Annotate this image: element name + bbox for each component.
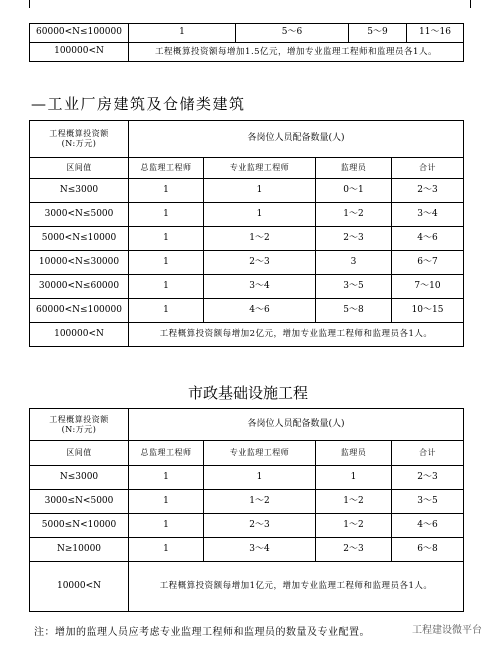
range-cell: 3000<N≤5000 xyxy=(30,203,129,227)
table-row xyxy=(30,275,464,299)
supervisor-cell: 2～3 xyxy=(316,538,392,562)
chief-cell: 1 xyxy=(129,251,204,275)
range-cell: 60000<N≤100000 xyxy=(30,24,129,43)
investment-header: 工程概算投资额 (N:万元) xyxy=(30,409,129,441)
header-row xyxy=(30,409,464,441)
range-header: 区间值 xyxy=(30,441,129,466)
chief-cell: 1 xyxy=(129,24,236,43)
total-cell: 7～10 xyxy=(392,275,464,299)
footer-note: 注：增加的监理人员应考虑专业监理工程师和监理员的数量及专业配置。 xyxy=(34,627,370,638)
table-row xyxy=(30,227,464,251)
range-cell: N≤3000 xyxy=(30,179,129,203)
range-cell: 100000<N xyxy=(30,43,129,62)
table-municipal xyxy=(29,408,464,612)
specialist-cell: 5～6 xyxy=(236,24,349,43)
page-corner-mark-right xyxy=(462,0,471,8)
watermark: 工程建设微平台 xyxy=(412,625,482,636)
supervisor-cell: 1～2 xyxy=(316,203,392,227)
specialist-cell: 2～3 xyxy=(204,514,316,538)
total-cell: 3～4 xyxy=(392,203,464,227)
table-row xyxy=(30,24,464,43)
range-cell: 10000<N xyxy=(30,562,129,612)
range-cell: 10000<N≤30000 xyxy=(30,251,129,275)
subheader-row xyxy=(30,441,464,466)
specialist-header: 专业监理工程师 xyxy=(204,441,316,466)
total-cell: 11～16 xyxy=(407,24,464,43)
chief-cell: 1 xyxy=(129,203,204,227)
table-row xyxy=(30,251,464,275)
supervisor-cell: 0～1 xyxy=(316,179,392,203)
subheader-row xyxy=(30,158,464,179)
table-row xyxy=(30,562,464,612)
table-row xyxy=(30,466,464,490)
note-cell: 工程概算投资额每增加1.5亿元，增加专业监理工程师和监理员各1人。 xyxy=(129,43,464,62)
chief-cell: 1 xyxy=(129,514,204,538)
chief-cell: 1 xyxy=(129,227,204,251)
total-cell: 4～6 xyxy=(392,227,464,251)
range-cell: 5000≤N<10000 xyxy=(30,514,129,538)
total-header: 合计 xyxy=(392,158,464,179)
table-industrial xyxy=(29,120,464,347)
range-cell: N≤3000 xyxy=(30,466,129,490)
table-row xyxy=(30,43,464,62)
specialist-cell: 1 xyxy=(204,203,316,227)
supervisor-cell: 3 xyxy=(316,251,392,275)
section-title-municipal: 市政基础设施工程 xyxy=(187,384,308,402)
total-cell: 4～6 xyxy=(392,514,464,538)
table-row xyxy=(30,538,464,562)
supervisor-cell: 1～2 xyxy=(316,490,392,514)
specialist-cell: 1 xyxy=(204,466,316,490)
chief-cell: 1 xyxy=(129,299,204,323)
supervisor-cell: 1 xyxy=(316,466,392,490)
chief-cell: 1 xyxy=(129,179,204,203)
range-cell: 30000<N≤60000 xyxy=(30,275,129,299)
total-cell: 2～3 xyxy=(392,466,464,490)
table-row xyxy=(30,299,464,323)
header-row xyxy=(30,121,464,158)
range-cell: 60000<N≤100000 xyxy=(30,299,129,323)
specialist-cell: 2～3 xyxy=(204,251,316,275)
note-cell: 工程概算投资额每增加2亿元，增加专业监理工程师和监理员各1人。 xyxy=(129,323,464,347)
total-cell: 3～5 xyxy=(392,490,464,514)
specialist-cell: 1 xyxy=(204,179,316,203)
supervisor-cell: 3～5 xyxy=(316,275,392,299)
specialist-header: 专业监理工程师 xyxy=(204,158,316,179)
table-row xyxy=(30,323,464,347)
specialist-cell: 3～4 xyxy=(204,275,316,299)
staffing-header: 各岗位人员配备数量(人) xyxy=(129,409,464,441)
table-row xyxy=(30,490,464,514)
total-cell: 6～8 xyxy=(392,538,464,562)
chief-cell: 1 xyxy=(129,490,204,514)
range-cell: 5000<N≤10000 xyxy=(30,227,129,251)
table-row xyxy=(30,179,464,203)
table-row xyxy=(30,514,464,538)
total-header: 合计 xyxy=(392,441,464,466)
investment-header: 工程概算投资额 (N:万元) xyxy=(30,121,129,158)
supervisor-cell: 5～9 xyxy=(349,24,407,43)
page-corner-mark-left xyxy=(29,0,38,8)
range-cell: N≥10000 xyxy=(30,538,129,562)
range-cell: 3000≤N<5000 xyxy=(30,490,129,514)
specialist-cell: 1～2 xyxy=(204,227,316,251)
total-cell: 2～3 xyxy=(392,179,464,203)
range-header: 区间值 xyxy=(30,158,129,179)
supervisor-cell: 2～3 xyxy=(316,227,392,251)
section-title-industrial: —工业厂房建筑及仓储类建筑 xyxy=(31,95,246,113)
chief-header: 总监理工程师 xyxy=(129,158,204,179)
chief-cell: 1 xyxy=(129,275,204,299)
chief-header: 总监理工程师 xyxy=(129,441,204,466)
supervisor-header: 监理员 xyxy=(316,441,392,466)
supervisor-cell: 1～2 xyxy=(316,514,392,538)
staffing-header: 各岗位人员配备数量(人) xyxy=(129,121,464,158)
chief-cell: 1 xyxy=(129,466,204,490)
chief-cell: 1 xyxy=(129,538,204,562)
table-top-continuation xyxy=(29,23,464,62)
total-cell: 6～7 xyxy=(392,251,464,275)
note-cell: 工程概算投资额每增加1亿元，增加专业监理工程师和监理员各1人。 xyxy=(129,562,464,612)
supervisor-cell: 5～8 xyxy=(316,299,392,323)
table-row xyxy=(30,203,464,227)
specialist-cell: 3～4 xyxy=(204,538,316,562)
supervisor-header: 监理员 xyxy=(316,158,392,179)
range-cell: 100000<N xyxy=(30,323,129,347)
specialist-cell: 4～6 xyxy=(204,299,316,323)
total-cell: 10～15 xyxy=(392,299,464,323)
specialist-cell: 1～2 xyxy=(204,490,316,514)
